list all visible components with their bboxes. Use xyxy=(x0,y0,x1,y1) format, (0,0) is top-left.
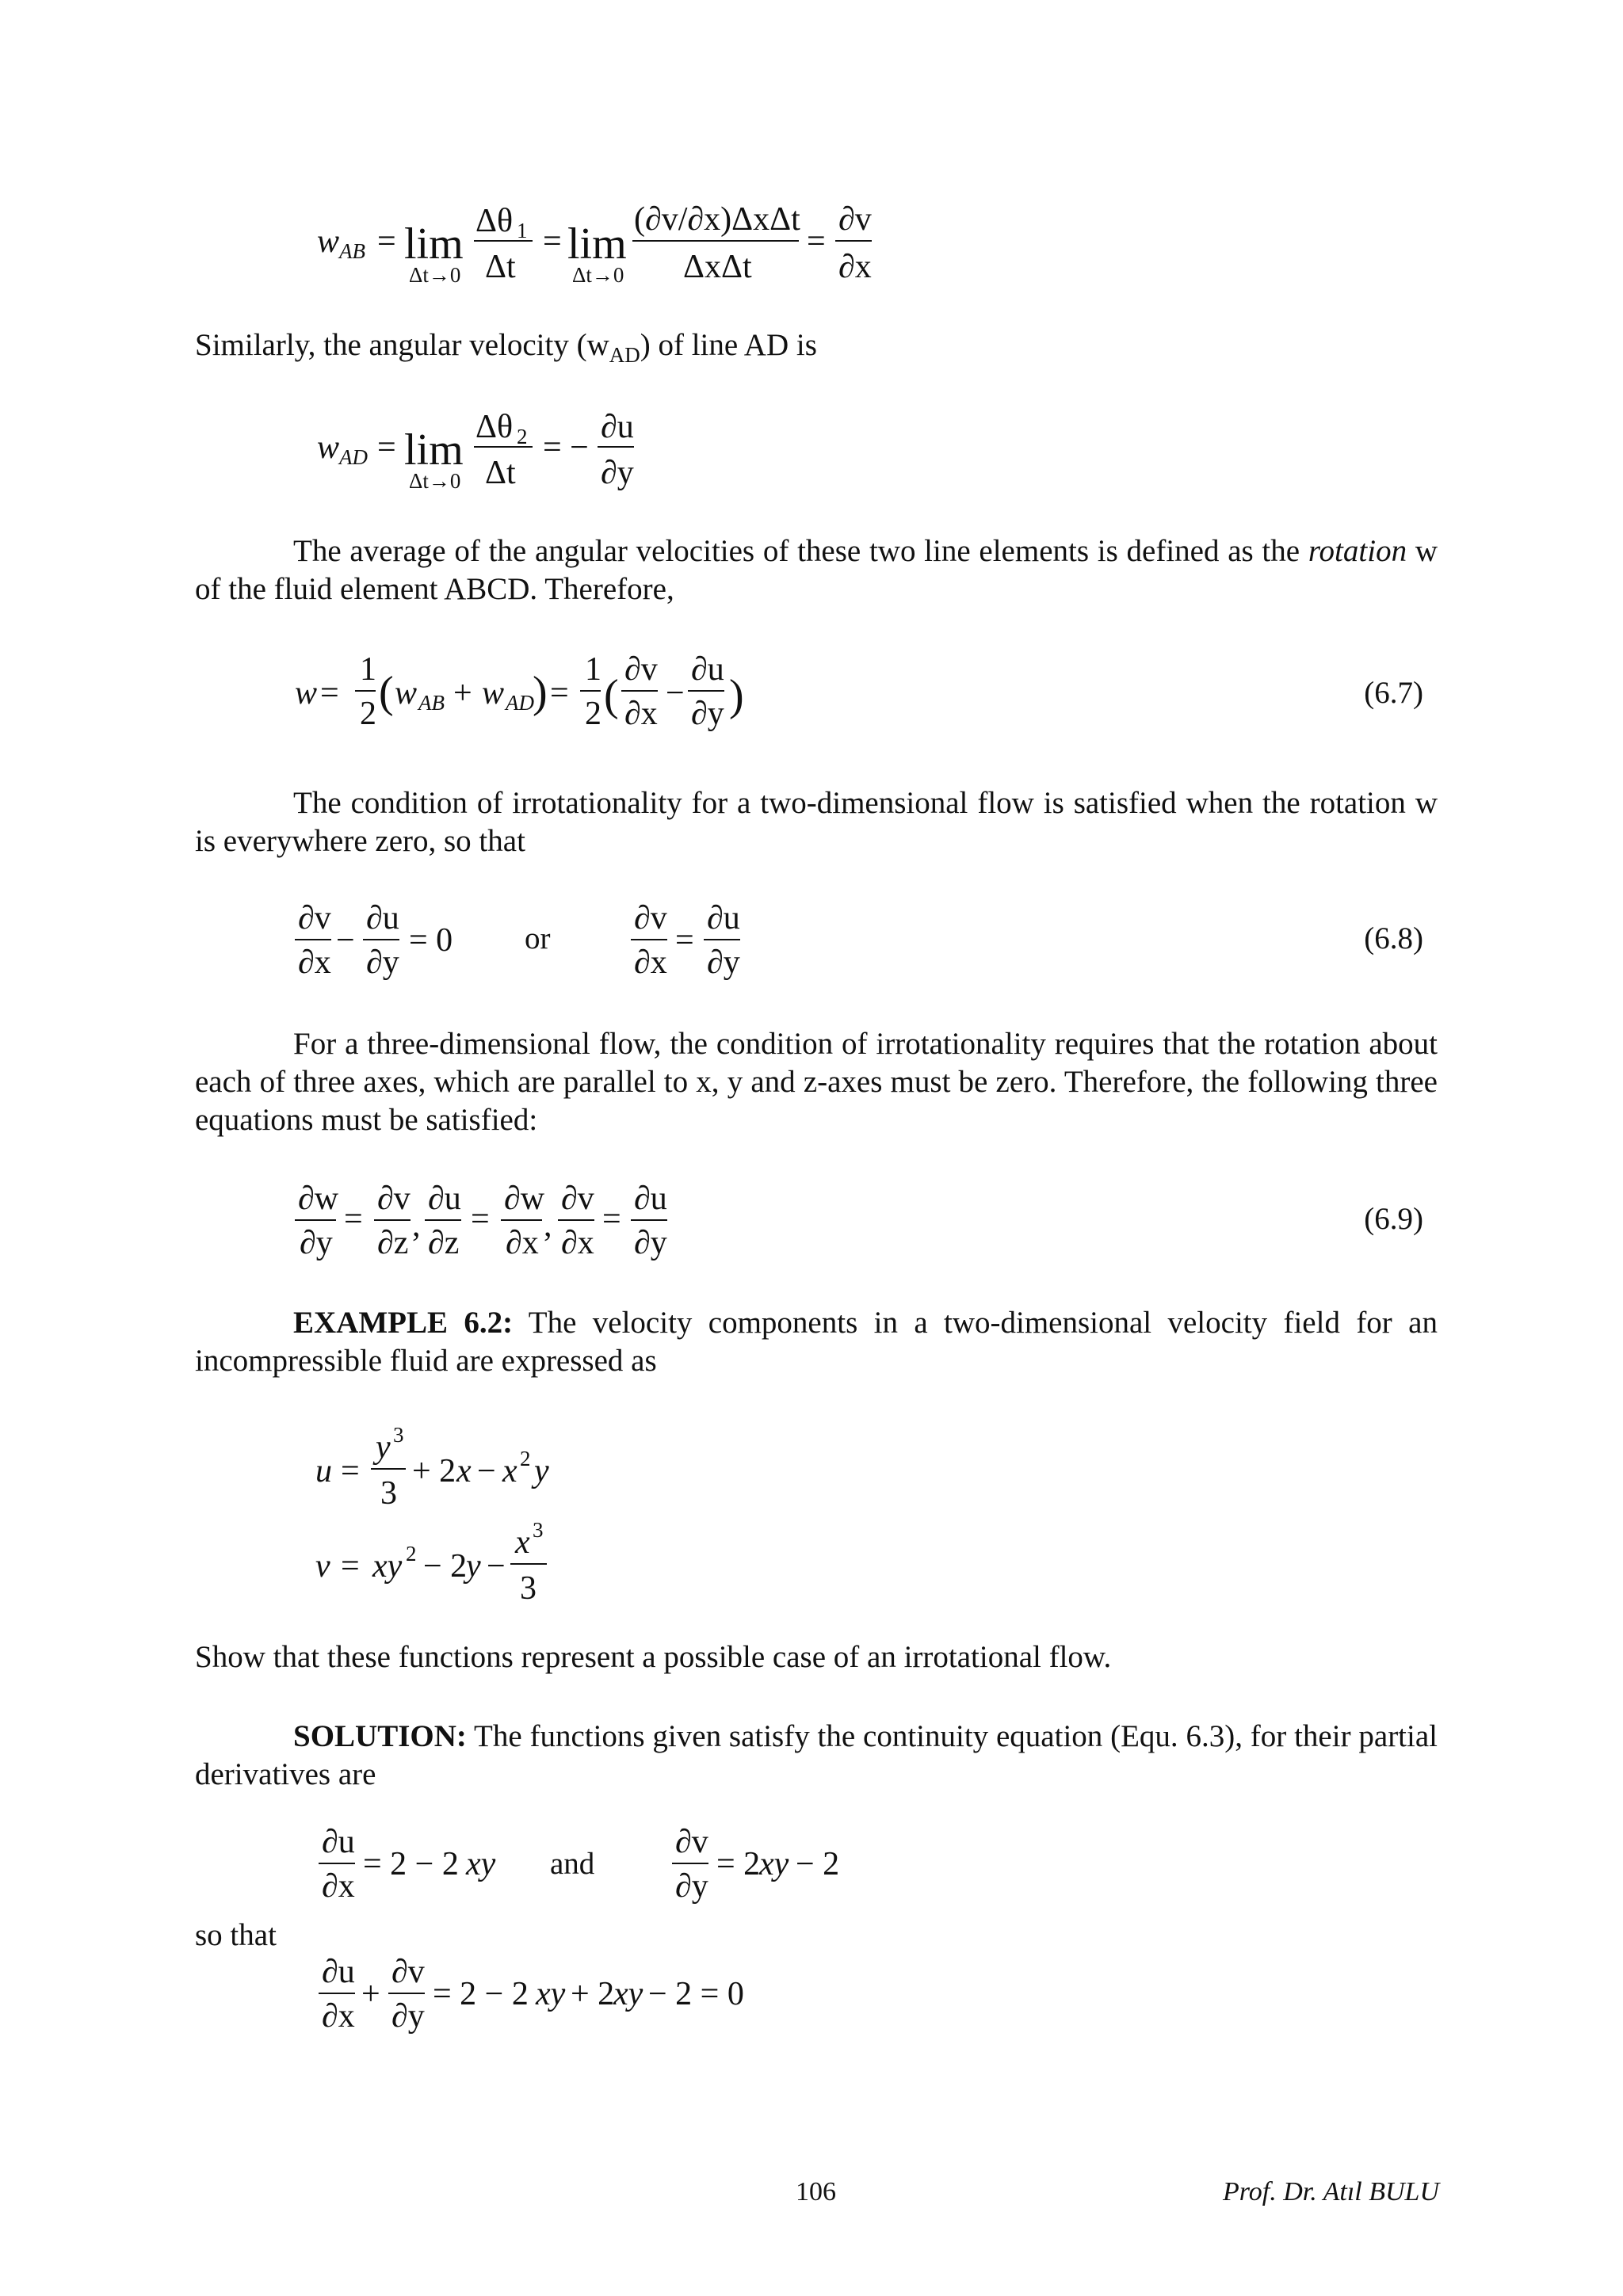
svg-text:): ) xyxy=(729,671,744,720)
svg-text:∂u: ∂u xyxy=(366,900,399,936)
paragraph-rotation-definition xyxy=(195,532,1438,608)
svg-text:2: 2 xyxy=(585,696,601,732)
svg-text:lim: lim xyxy=(404,219,464,269)
svg-text:∂x: ∂x xyxy=(322,1868,355,1905)
svg-text:= 0: = 0 xyxy=(409,922,453,959)
svg-text:(∂v/∂x)ΔxΔt: (∂v/∂x)ΔxΔt xyxy=(634,201,800,238)
svg-text:w: w xyxy=(295,675,318,711)
svg-text:∂u: ∂u xyxy=(428,1180,461,1217)
svg-text:∂x: ∂x xyxy=(322,1998,355,2035)
equation-continuity-group xyxy=(319,1954,744,2035)
svg-text:Δt→0: Δt→0 xyxy=(572,263,624,287)
svg-text:=: = xyxy=(377,429,396,466)
svg-text:− 2: − 2 xyxy=(423,1548,468,1585)
example-label: EXAMPLE 6.2: xyxy=(293,1306,514,1340)
svg-text:=: = xyxy=(341,1453,360,1489)
svg-text:x: x xyxy=(515,1524,530,1561)
svg-text:∂u: ∂u xyxy=(707,900,740,936)
svg-text:3: 3 xyxy=(533,1518,544,1542)
svg-text:Δt: Δt xyxy=(485,455,516,491)
paragraph-text: The velocity components in a two-dimensional velocity field for an incompressible fluid are expressed as xyxy=(195,1306,1438,1378)
svg-text:3: 3 xyxy=(380,1475,397,1512)
svg-text:w: w xyxy=(482,675,505,711)
svg-text:∂x: ∂x xyxy=(838,249,872,285)
equation-6-8-group xyxy=(295,900,740,981)
svg-text:3: 3 xyxy=(393,1423,404,1447)
paragraph-text: The functions given satisfy the continuity equation (Equ. 6.3), for their partial derivatives are xyxy=(195,1719,1438,1791)
svg-text:2: 2 xyxy=(520,1447,531,1470)
svg-text:∂w: ∂w xyxy=(298,1180,339,1217)
svg-text:∂w: ∂w xyxy=(504,1180,545,1217)
svg-text:Δt: Δt xyxy=(485,249,516,285)
svg-text:,: , xyxy=(544,1207,552,1244)
svg-text:2: 2 xyxy=(406,1542,417,1566)
svg-text:=: = xyxy=(471,1201,490,1238)
svg-text:=: = xyxy=(377,223,396,260)
svg-text:Δθ: Δθ xyxy=(475,409,514,445)
svg-text:∂v: ∂v xyxy=(391,1954,425,1990)
svg-text:∂v: ∂v xyxy=(838,201,872,238)
svg-text:AD: AD xyxy=(506,691,534,715)
svg-text:∂u: ∂u xyxy=(691,651,724,688)
svg-text:3: 3 xyxy=(520,1570,537,1607)
footer-author: Prof. Dr. Atıl BULU xyxy=(1223,2177,1439,2206)
subscript-ad: AD xyxy=(609,342,640,367)
svg-text:−: − xyxy=(336,922,355,959)
svg-text:1: 1 xyxy=(517,219,528,242)
equation-6-9-group xyxy=(295,1180,667,1261)
svg-text:xy: xy xyxy=(759,1846,789,1882)
svg-text:∂x: ∂x xyxy=(561,1225,594,1261)
solution-label: SOLUTION: xyxy=(293,1719,467,1753)
svg-text:u: u xyxy=(315,1453,332,1489)
page-number: 106 xyxy=(796,2177,836,2206)
svg-text:xy: xy xyxy=(372,1548,403,1585)
svg-text:AB: AB xyxy=(418,691,445,715)
svg-text:(: ( xyxy=(604,671,619,720)
svg-text:=: = xyxy=(320,675,339,711)
svg-text:∂x: ∂x xyxy=(624,696,658,732)
equation-w-ab-group xyxy=(317,201,872,287)
paragraph-irrotationality-2d: The condition of irrotationality for a two-dimensional flow is satisfied when the rotation w is everywhere zero, so that xyxy=(195,786,1438,858)
svg-text:y: y xyxy=(466,1548,481,1585)
svg-text:xy: xy xyxy=(536,1976,566,2012)
equation-label-6-8: (6.8) xyxy=(1364,921,1423,955)
svg-text:∂v: ∂v xyxy=(298,900,331,936)
svg-text:w: w xyxy=(317,223,340,260)
equation-w-ad-group xyxy=(317,409,634,493)
svg-text:∂y: ∂y xyxy=(391,1998,425,2035)
svg-text:∂y: ∂y xyxy=(366,944,399,981)
svg-text:∂x: ∂x xyxy=(298,944,331,981)
svg-text:∂u: ∂u xyxy=(634,1180,667,1217)
italic-rotation: rotation xyxy=(1308,534,1407,568)
svg-text:AB: AB xyxy=(339,239,365,263)
svg-text:∂u: ∂u xyxy=(322,1824,355,1860)
svg-text:− 2: − 2 xyxy=(796,1846,840,1882)
equation-label-6-9: (6.9) xyxy=(1364,1202,1423,1236)
svg-text:∂z: ∂z xyxy=(428,1225,460,1261)
svg-text:=: = xyxy=(543,223,562,260)
equation-6-7-group xyxy=(295,651,744,732)
or-word: or xyxy=(525,921,551,955)
svg-text:AD: AD xyxy=(339,445,368,469)
svg-text:=: = xyxy=(675,922,694,959)
svg-text:∂y: ∂y xyxy=(707,944,740,981)
svg-text:∂u: ∂u xyxy=(601,409,634,445)
svg-text:,: , xyxy=(412,1207,421,1244)
svg-text:+ 2: + 2 xyxy=(571,1976,615,2012)
svg-text:Δt→0: Δt→0 xyxy=(409,469,461,493)
svg-text:(: ( xyxy=(379,668,394,717)
svg-text:= −: = − xyxy=(543,429,589,466)
equation-label-6-7: (6.7) xyxy=(1364,676,1423,710)
svg-text:2: 2 xyxy=(360,696,376,732)
svg-text:1: 1 xyxy=(585,651,601,688)
svg-text:w: w xyxy=(395,675,418,711)
svg-text:= 2 − 2: = 2 − 2 xyxy=(433,1976,529,2012)
svg-text:=: = xyxy=(341,1548,360,1585)
svg-text:): ) xyxy=(533,668,548,717)
equation-u-group xyxy=(315,1423,549,1512)
paragraph-solution xyxy=(195,1718,1438,1794)
svg-text:xy: xy xyxy=(466,1846,496,1882)
so-that-text: so that xyxy=(195,1918,277,1952)
paragraph-angular-velocity-ad xyxy=(195,326,1438,374)
svg-text:= 2 − 2: = 2 − 2 xyxy=(363,1846,459,1882)
svg-text:ΔxΔt: ΔxΔt xyxy=(683,249,752,285)
svg-text:+: + xyxy=(453,675,472,711)
svg-text:v: v xyxy=(315,1548,330,1585)
svg-text:= 2: = 2 xyxy=(716,1846,761,1882)
svg-text:∂u: ∂u xyxy=(322,1954,355,1990)
svg-text:+ 2: + 2 xyxy=(412,1453,456,1489)
svg-text:=: = xyxy=(550,675,569,711)
and-word: and xyxy=(550,1847,595,1881)
svg-text:x: x xyxy=(502,1453,517,1489)
svg-text:∂y: ∂y xyxy=(691,696,724,732)
svg-text:w: w xyxy=(317,429,340,466)
svg-text:−: − xyxy=(477,1453,496,1489)
svg-text:∂v: ∂v xyxy=(561,1180,594,1217)
svg-text:1: 1 xyxy=(360,651,376,688)
paragraph-show-that: Show that these functions represent a possible case of an irrotational flow. xyxy=(195,1640,1112,1674)
svg-text:=: = xyxy=(807,223,826,260)
svg-text:∂x: ∂x xyxy=(506,1225,539,1261)
svg-text:∂x: ∂x xyxy=(634,944,667,981)
svg-text:x: x xyxy=(456,1453,472,1489)
svg-text:∂y: ∂y xyxy=(634,1225,667,1261)
svg-text:−: − xyxy=(666,675,685,711)
svg-text:=: = xyxy=(602,1201,621,1238)
svg-text:∂y: ∂y xyxy=(300,1225,333,1261)
svg-text:Δt→0: Δt→0 xyxy=(409,263,461,287)
paragraph-text: w of the fluid element ABCD. Therefore, xyxy=(195,534,1438,606)
svg-text:lim: lim xyxy=(404,425,464,475)
paragraph-text: ) of line AD is xyxy=(640,328,817,362)
svg-text:− 2 = 0: − 2 = 0 xyxy=(648,1976,744,2012)
paragraph-text: The average of the angular velocities of these two line elements is defined as the xyxy=(293,534,1308,568)
svg-text:∂v: ∂v xyxy=(624,651,658,688)
paragraph-irrotationality-3d: For a three-dimensional flow, the condition of irrotationality requires that the rotation about each of three axes, which are parallel to x, y and z-axes must be zero. Therefore, the following three equations must be satisfied: xyxy=(195,1027,1438,1137)
svg-text:xy: xy xyxy=(613,1976,643,2012)
paragraph-text: Similarly, the angular velocity (w xyxy=(195,328,609,362)
svg-text:y: y xyxy=(376,1429,391,1466)
svg-text:2: 2 xyxy=(517,425,528,448)
svg-text:=: = xyxy=(344,1201,363,1238)
svg-text:∂y: ∂y xyxy=(675,1868,708,1905)
svg-text:lim: lim xyxy=(567,219,627,269)
svg-text:∂v: ∂v xyxy=(675,1824,708,1860)
svg-text:∂v: ∂v xyxy=(377,1180,411,1217)
svg-text:−: − xyxy=(487,1548,506,1585)
svg-text:Δθ: Δθ xyxy=(475,203,514,239)
svg-text:+: + xyxy=(361,1976,380,2012)
svg-text:∂y: ∂y xyxy=(601,455,634,491)
svg-text:∂z: ∂z xyxy=(377,1225,409,1261)
svg-text:y: y xyxy=(534,1453,549,1489)
svg-text:∂v: ∂v xyxy=(634,900,667,936)
paragraph-example-6-2 xyxy=(195,1304,1438,1380)
equation-v-group xyxy=(315,1518,547,1607)
